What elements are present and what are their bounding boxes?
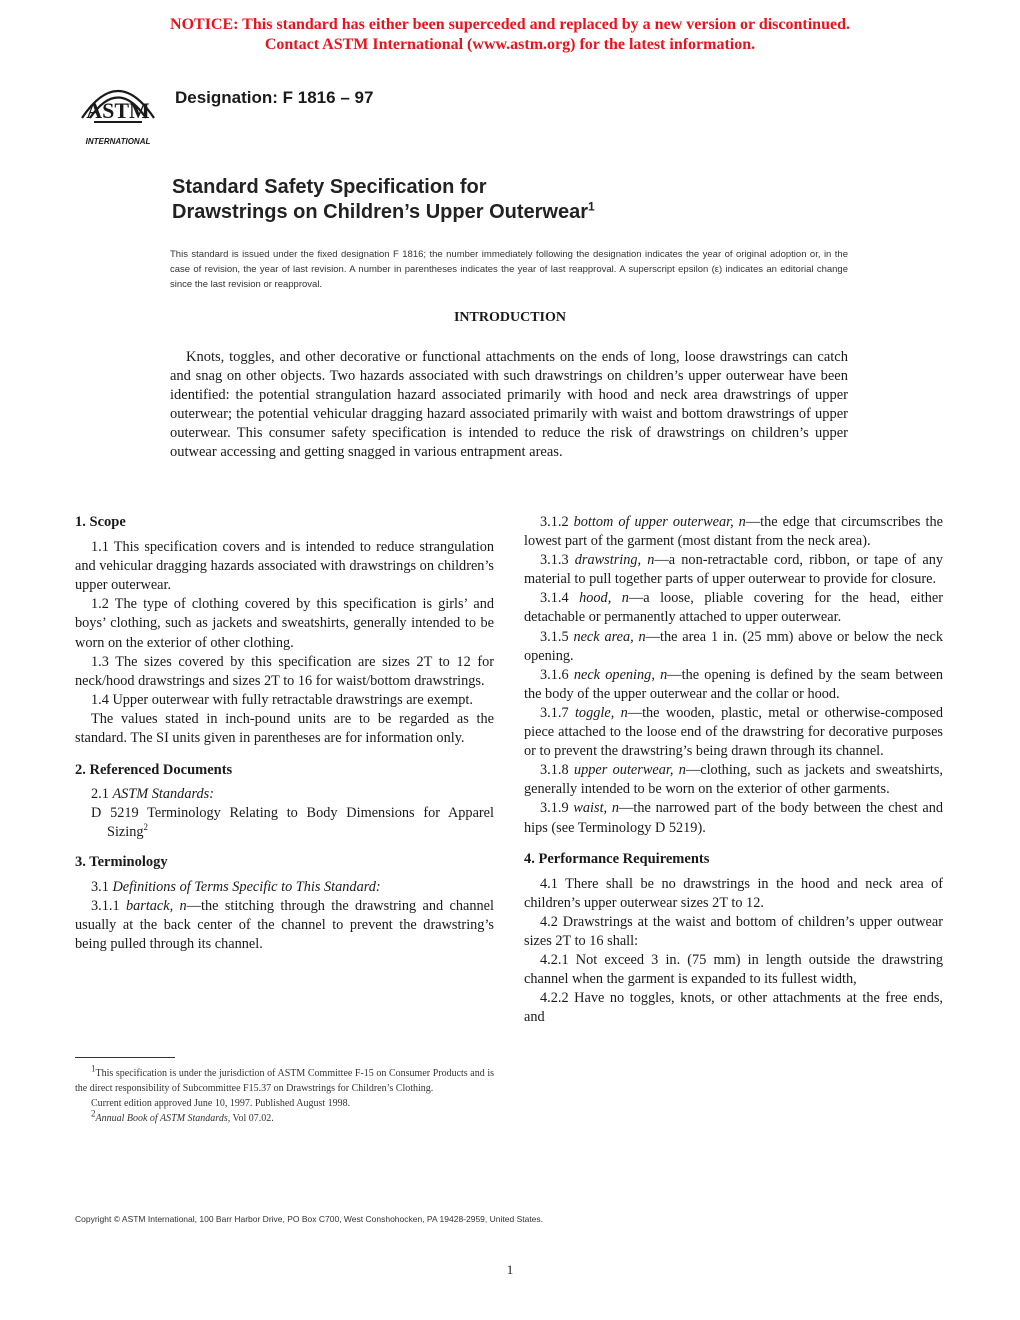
terminology-3-1-num: 3.1 — [91, 878, 109, 895]
scope-1-3: 1.3 The sizes covered by this specification are sizes 2T to 12 for neck/hood drawstrings and sizes 2T to 16 for waist/bottom drawstrings. — [75, 653, 494, 689]
footnotes — [75, 1063, 494, 1126]
definition-toggle — [524, 704, 943, 761]
introduction-text: Knots, toggles, and other decorative or functional attachments on the ends of long, loose drawstrings can catch and snag on other objects. Two hazards associated with such drawstrings on children’s upper outerwear have been identified: the potential strangulation hazard associated primarily with hood and neck area drawstrings of upper outerwear; the potential vehicular dragging hazard associated primarily with waist and bottom drawstrings of upper outerwear. This consumer safety specification is intended to reduce the risk of drawstrings on children’s upper outwear accessing and getting snagged in various entrapment areas. — [170, 349, 848, 460]
left-column — [75, 513, 494, 954]
definition-term: toggle, n — [574, 704, 628, 721]
definition-num: 3.1.4 — [540, 590, 569, 607]
definition-num: 3.1.5 — [540, 628, 569, 645]
scope-1-4: 1.4 Upper outerwear with fully retractable drawstrings are exempt. — [91, 691, 473, 708]
document-title — [172, 175, 595, 225]
footnote-1-mark: 1 — [91, 1063, 96, 1074]
definition-bartack — [75, 897, 494, 954]
definition-waist — [524, 799, 943, 837]
title-footnote-mark: 1 — [588, 199, 595, 214]
definition-num: 3.1.7 — [540, 704, 569, 721]
referenced-2-1-title: ASTM Standards: — [112, 786, 214, 803]
logo-subtitle: INTERNATIONAL — [85, 137, 151, 146]
notice-line-2: Contact ASTM International (www.astm.org) for the latest information. — [264, 36, 756, 53]
definition-neck-area — [524, 628, 943, 666]
footnote-1-approval: Current edition approved June 10, 1997. Published August 1998. — [91, 1098, 351, 1109]
footnote-divider — [75, 1057, 175, 1058]
performance-4-2-2: 4.2.2 Have no toggles, knots, or other attachments at the free ends, and — [524, 990, 943, 1026]
notice-line-1: NOTICE: This standard has either been superceded and replaced by a new version or discontinued. — [170, 16, 850, 33]
logo-mark: ASTM — [86, 98, 150, 123]
designation: Designation: F 1816 – 97 — [175, 88, 374, 107]
definition-text: —the edge that circumscribes the lowest part of the garment (most distant from the neck area). — [524, 514, 943, 550]
copyright: Copyright © ASTM International, 100 Barr Harbor Drive, PO Box C700, West Conshohocken, PA 19428-2959, United States. — [75, 1214, 544, 1224]
performance-4-2: 4.2 Drawstrings at the waist and bottom of children’s upper outwear sizes 2T to 16 shall: — [524, 913, 943, 949]
title-line-1: Standard Safety Specification for — [172, 176, 487, 198]
reference-d5219 — [91, 804, 494, 842]
title-line-2 — [172, 200, 595, 225]
performance-heading: 4. Performance Requirements — [524, 850, 710, 867]
introduction-heading: INTRODUCTION — [453, 310, 566, 325]
scope-heading: 1. Scope — [75, 514, 126, 530]
performance-4-2-1: 4.2.1 Not exceed 3 in. (75 mm) in length outside the drawstring channel when the garment is expanded to its fullest width, — [524, 952, 943, 988]
right-column — [524, 513, 943, 1027]
referenced-heading: 2. Referenced Documents — [75, 762, 233, 779]
definition-term: neck area, n — [573, 628, 646, 645]
terminology-3-1-title: Definitions of Terms Specific to This Standard: — [112, 878, 381, 895]
definition-upper-outerwear — [524, 761, 943, 799]
supersession-notice — [0, 15, 1020, 55]
footnote-1-text: This specification is under the jurisdiction of ASTM Committee F-15 on Consumer Products and is the direct responsibility of Subcommittee F15.37 on Drawstrings for Children’s Clothing. — [75, 1068, 494, 1094]
footnote-2-title: Annual Book of ASTM Standards, — [95, 1113, 231, 1124]
title-line-2-text: Drawstrings on Children’s Upper Outerwear — [172, 201, 589, 223]
scope-1-2: 1.2 The type of clothing covered by this specification is girls’ and boys’ clothing, such as jackets and sweatshirts, generally intended to be worn on the exterior of other clothing. — [75, 596, 494, 651]
definition-term: bartack, n — [125, 897, 187, 914]
definition-num: 3.1.2 — [540, 514, 569, 530]
reference-d5219-mark: 2 — [143, 822, 149, 833]
referenced-2-1 — [75, 785, 494, 804]
reference-d5219-text: D 5219 Terminology Relating to Body Dimensions for Apparel Sizing — [91, 805, 494, 841]
definition-text: —the stitching through the drawstring and channel usually at the back center of the channel to prevent the drawstring’s being pulled through its channel. — [75, 897, 494, 952]
referenced-2-1-num: 2.1 — [91, 786, 109, 803]
definition-term: drawstring, n — [574, 552, 655, 569]
terminology-heading: 3. Terminology — [75, 853, 168, 870]
definition-num: 3.1.3 — [540, 552, 569, 569]
definition-text: —a loose, pliable covering for the head, either detachable or permanently attached to upper outerwear. — [524, 590, 944, 626]
definition-term: bottom of upper outerwear, n — [573, 514, 746, 530]
definition-bottom-of-upper-outerwear — [524, 513, 943, 551]
scope-1-1: 1.1 This specification covers and is intended to reduce strangulation and vehicular dragging hazards associated with drawstrings on children’s upper outerwear. — [75, 539, 494, 594]
definition-term: upper outerwear, n — [573, 762, 686, 779]
page-number: 1 — [506, 1262, 514, 1277]
scope-units: The values stated in inch-pound units are to be regarded as the standard. The SI units given in parentheses are for information only. — [75, 710, 494, 747]
definition-term: neck opening, n — [573, 666, 668, 683]
definition-text: —clothing, such as jackets and sweatshirts, generally intended to be worn on the exterior of other garments. — [524, 762, 943, 798]
definition-neck-opening — [524, 666, 943, 704]
definition-text: —the opening is defined by the seam between the body of the upper outerwear and the collar or hood. — [524, 666, 943, 702]
definition-num: 3.1.9 — [540, 800, 569, 817]
definition-text: —the narrowed part of the body between the chest and hips (see Terminology D 5219). — [524, 800, 943, 836]
footnote-2-mark: 2 — [91, 1108, 96, 1119]
astm-logo — [76, 78, 160, 148]
definition-term: waist, n — [573, 800, 620, 817]
definition-num: 3.1.6 — [540, 666, 569, 683]
definition-drawstring — [524, 551, 943, 589]
definition-text: —the area 1 in. (25 mm) above or below the neck opening. — [524, 628, 943, 664]
performance-4-1: 4.1 There shall be no drawstrings in the hood and neck area of children’s upper outerwear sizes 2T to 12. — [524, 875, 943, 911]
issue-note: This standard is issued under the fixed designation F 1816; the number immediately following the designation indicates the year of original adoption or, in the case of revision, the year of last revision. A number in parentheses indicates the year of last reapproval. A superscript epsilon (ε) indicates an editorial change since the last revision or reapproval. — [170, 249, 848, 290]
definition-text: —a non-retractable cord, ribbon, or tape of any material to pull together parts of upper outerwear to provide for closure. — [524, 552, 944, 588]
definition-num: 3.1.8 — [540, 762, 569, 779]
definition-hood — [524, 589, 943, 627]
definition-term: hood, n — [579, 590, 629, 607]
definition-num: 3.1.1 — [91, 897, 120, 914]
footnote-2 — [75, 1108, 494, 1126]
definition-text: —the wooden, plastic, metal or otherwise-composed piece attached to the loose end of the drawstring for decorative purposes or to prevent the drawstring’s being drawn through its channel. — [524, 704, 943, 760]
terminology-3-1 — [75, 878, 494, 897]
footnote-2-rest: Vol 07.02. — [230, 1113, 274, 1124]
footnote-1 — [75, 1063, 494, 1096]
